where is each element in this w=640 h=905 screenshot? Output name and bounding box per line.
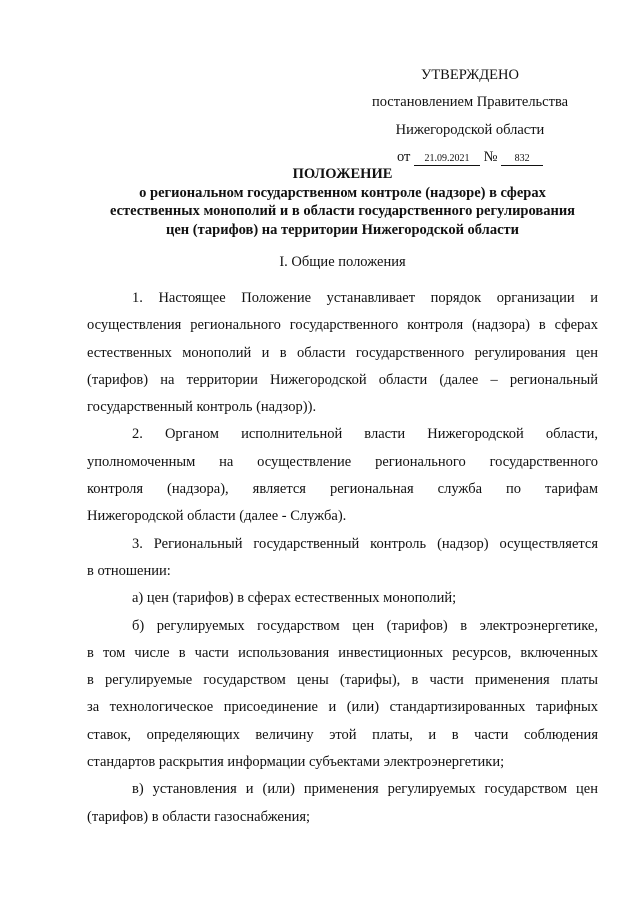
- approval-stamp: [355, 62, 585, 171]
- paragraph-line: за технологическое присоединение и (или) стандартизированных тарифных: [87, 699, 598, 716]
- approval-from-label: от: [396, 148, 411, 165]
- paragraph-line: естественных монополий и в области государственного регулирования цен: [87, 344, 598, 361]
- paragraph-line: а) цен (тарифов) в сферах естественных монополий;: [132, 590, 457, 607]
- paragraph-line: 1. Настоящее Положение устанавливает порядок организации и: [132, 290, 598, 306]
- title-heading: ПОЛОЖЕНИЕ: [292, 166, 393, 182]
- paragraph-line: государственный контроль (надзор)).: [87, 399, 317, 416]
- title-line: естественных монополий и в области государственного регулирования: [109, 203, 576, 219]
- paragraph-line: в регулируемые государством цены (тарифы), в части применения платы: [87, 672, 598, 689]
- paragraph-line: в том числе в части использования инвестиционных ресурсов, включенных: [87, 644, 598, 661]
- document-body: [87, 285, 598, 831]
- paragraph-line: 3. Региональный государственный контроль (надзор) осуществляется: [132, 535, 598, 552]
- paragraph-line: ставок, определяющих величину этой платы, и в части соблюдения: [87, 726, 598, 743]
- approval-approved: УТВЕРЖДЕНО: [421, 67, 519, 83]
- section-heading: I. Общие положения: [279, 254, 406, 270]
- document-title: [60, 165, 625, 239]
- paragraph-line: б) регулируемых государством цен (тарифов) в электроэнергетике,: [132, 617, 598, 634]
- paragraph-line: (тарифов) в области газоснабжения;: [87, 808, 311, 825]
- paragraph-line: контроля (надзора), является региональная служба по тарифам: [87, 481, 598, 498]
- title-line: цен (тарифов) на территории Нижегородской области: [166, 221, 519, 238]
- approval-region: Нижегородской области: [395, 121, 545, 138]
- approval-number: 832: [501, 153, 543, 166]
- paragraph-line: в) установления и (или) применения регулируемых государством цен: [132, 781, 598, 798]
- paragraph-line: уполномоченным на осуществление регионального государственного: [87, 453, 598, 470]
- paragraph-line: 2. Органом исполнительной власти Нижегородской области,: [132, 426, 598, 443]
- paragraph-line: стандартов раскрытия информации субъектами электроэнергетики;: [87, 754, 505, 771]
- approval-number-label: №: [483, 148, 498, 165]
- paragraph-line: (тарифов) на территории Нижегородской области (далее – региональный: [87, 371, 598, 388]
- paragraph-line: осуществления регионального государственного контроля (надзора) в сферах: [87, 317, 598, 334]
- title-line: о региональном государственном контроле (надзоре) в сферах: [139, 184, 546, 201]
- paragraph-line: в отношении:: [87, 562, 171, 579]
- paragraph-line: Нижегородской области (далее - Служба).: [87, 508, 347, 525]
- approval-date: 21.09.2021: [414, 153, 480, 166]
- approval-decree: постановлением Правительства: [371, 94, 569, 111]
